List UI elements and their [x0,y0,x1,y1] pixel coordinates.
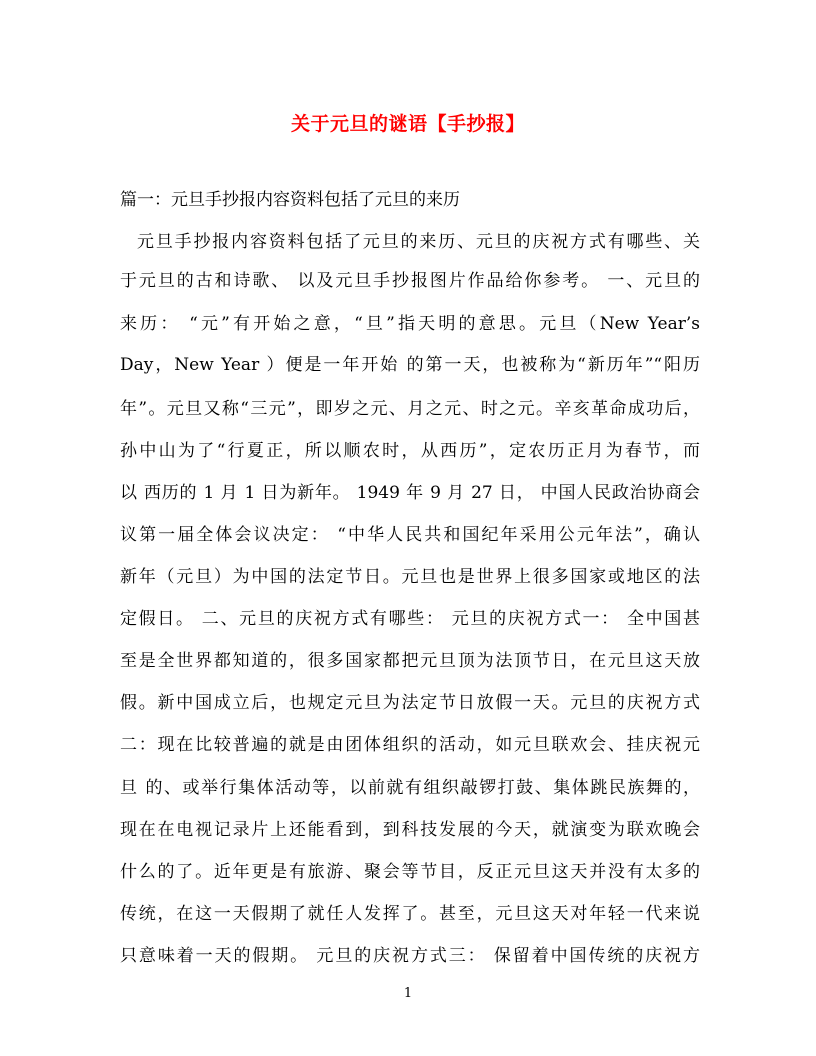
paragraph-line: 孙中山为了“行夏正，所以顺农时，从西历”，定农历正月为春节，而 [120,441,700,461]
paragraph-line: 什么的了。近年更是有旅游、聚会等节目，反正元旦这天并没有太多的 [120,862,700,882]
document-title: 关于元旦的谜语【手抄报】 [290,113,525,135]
paragraph-line: 二：现在比较普遍的就是由团体组织的活动，如元旦联欢会、挂庆祝元 [120,735,700,755]
paragraph-line: Day，New Year ）便是一年开始 的第一天，也被称为“新历年”“阳历 [120,355,700,375]
paragraph-line: 只意味着一天的假期。 元旦的庆祝方式三： 保留着中国传统的庆祝方 [120,946,700,966]
paragraph-line: 新年（元旦）为中国的法定节日。元旦也是世界上很多国家或地区的法 [120,567,700,587]
page-number: 1 [403,986,413,1001]
paragraph-line: 以 西历的 1 月 1 日为新年。 1949 年 9 月 27 日， 中国人民政治协商会 [120,483,700,503]
paragraph-line: 来历： “元”有开始之意，“旦”指天明的意思。元旦（New Year’s [120,314,700,334]
paragraph-line: 旦 的、或举行集体活动等，以前就有组织敲锣打鼓、集体跳民族舞的， [120,778,700,798]
paragraph-line: 议第一届全体会议决定： “中华人民共和国纪年采用公元年法”，确认 [120,525,700,545]
paragraph-line: 现在在电视记录片上还能看到，到科技发展的今天，就演变为联欢晚会 [120,820,700,840]
paragraph-line: 传统，在这一天假期了就任人发挥了。甚至，元旦这天对年轻一代来说 [120,904,700,924]
paragraph-line: 定假日。 二、元旦的庆祝方式有哪些： 元旦的庆祝方式一： 全中国甚 [120,609,700,629]
paragraph-line: 于元旦的古和诗歌、 以及元旦手抄报图片作品给你参考。 一、元旦的 [120,271,700,291]
paragraph-line: 假。新中国成立后，也规定元旦为法定节日放假一天。元旦的庆祝方式 [120,693,700,713]
paragraph-line: 年”。元旦又称“三元”，即岁之元、月之元、时之元。辛亥革命成功后， [120,399,700,419]
paragraph-line: 至是全世界都知道的，很多国家都把元旦顶为法顶节日，在元旦这天放 [120,651,700,671]
paragraph-line: 元旦手抄报内容资料包括了元旦的来历、元旦的庆祝方式有哪些、关 [137,232,700,252]
section-heading: 篇一：元旦手抄报内容资料包括了元旦的来历 [120,190,460,210]
